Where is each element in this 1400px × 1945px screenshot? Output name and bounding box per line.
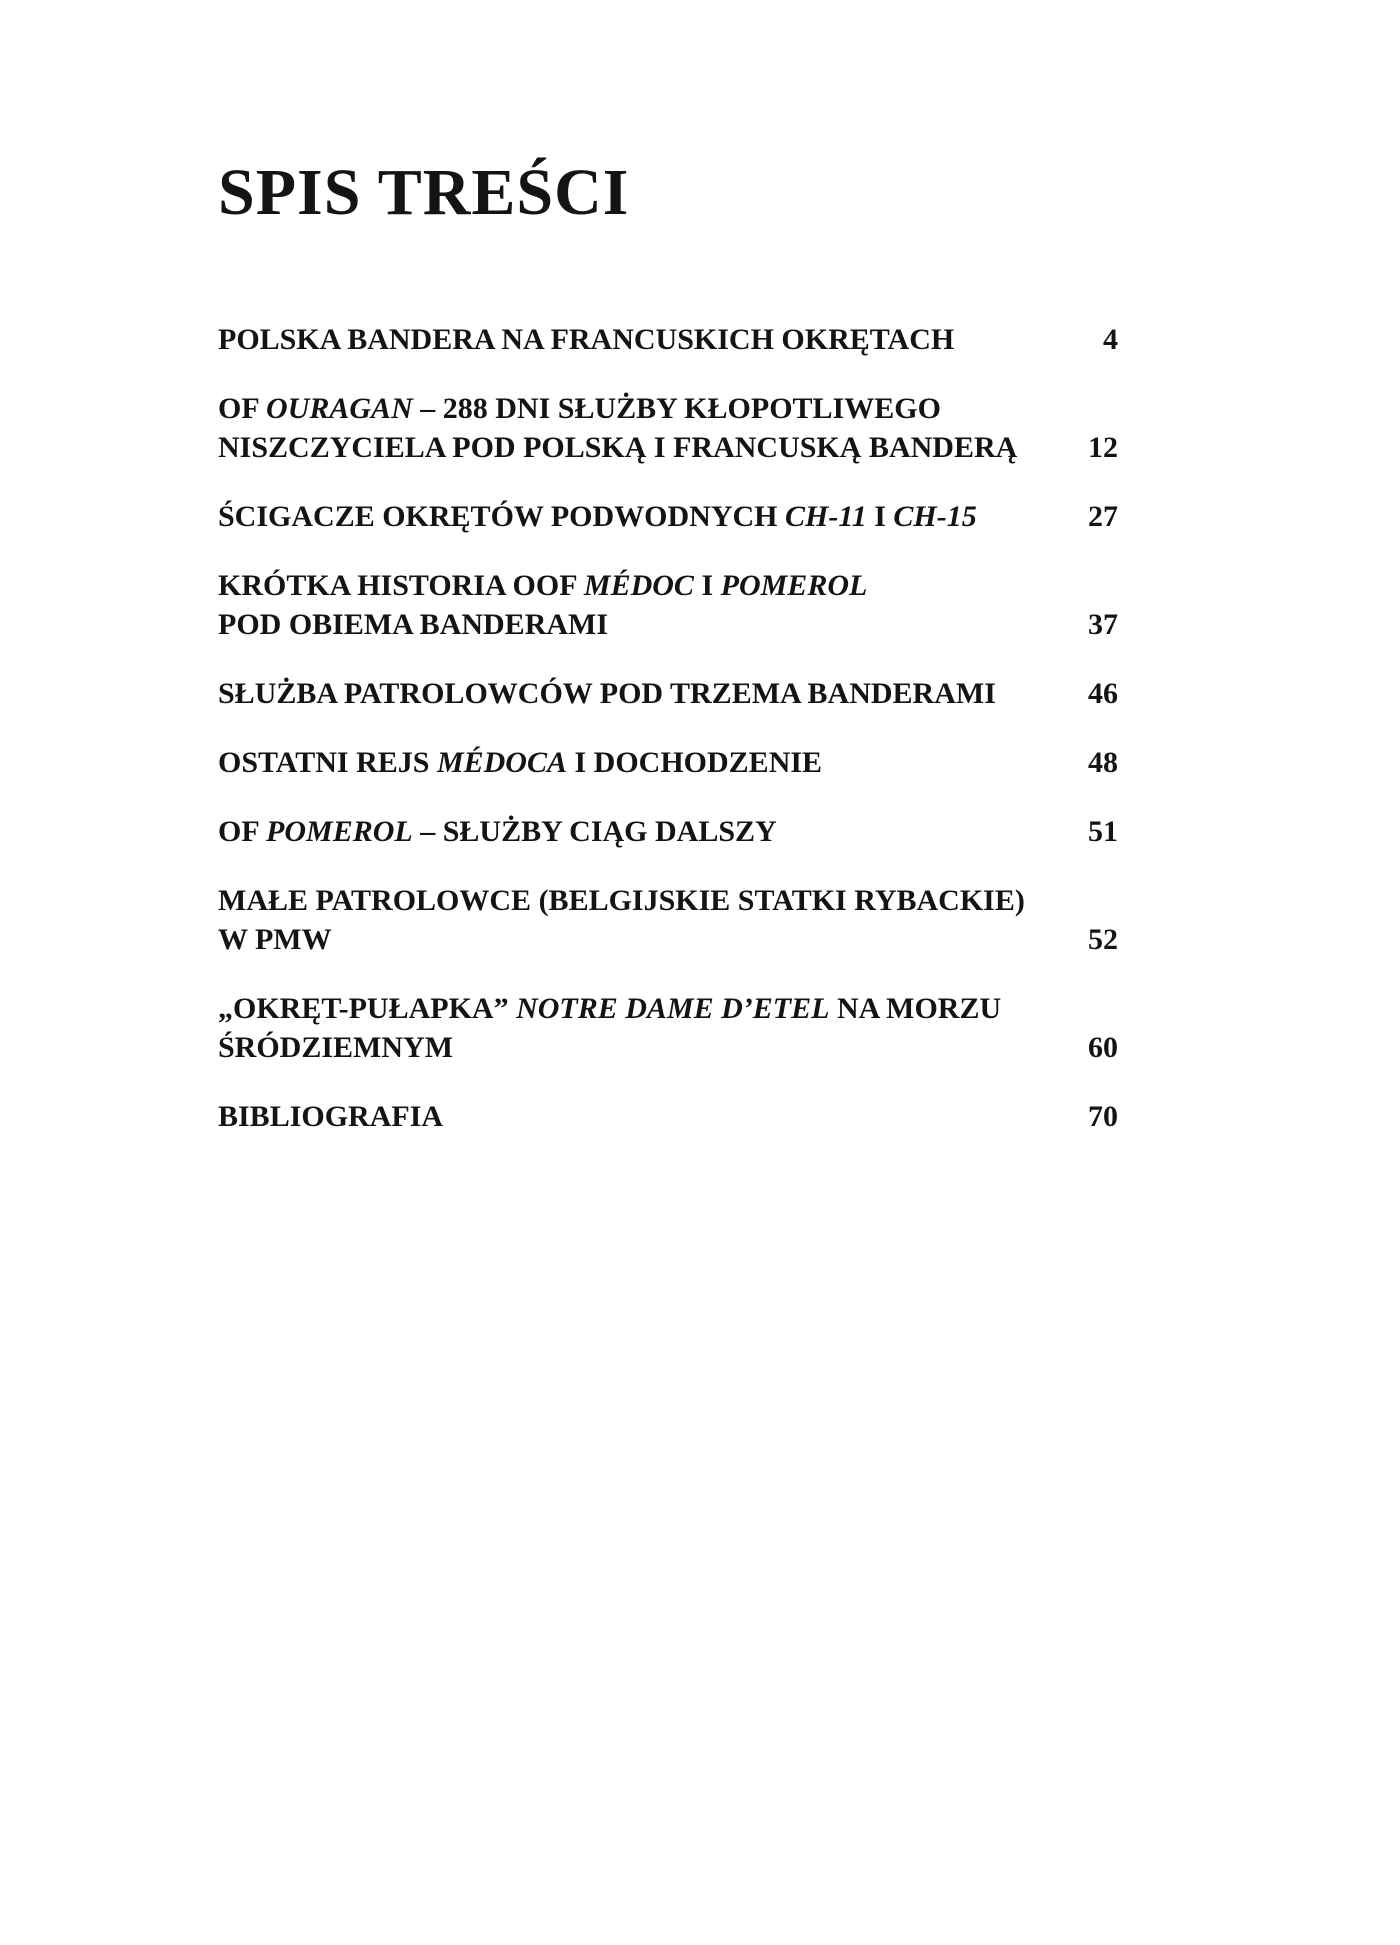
toc-entry-title: [218, 566, 1038, 644]
toc-entry-title: [218, 674, 1038, 713]
title-text: I DOCHODZENIE: [567, 746, 823, 779]
page-title: SPIS TREŚCI: [218, 156, 630, 229]
title-text: – 288 DNI SŁUŻBY KŁOPOTLIWEGO: [412, 392, 941, 425]
toc-entry[interactable]: [218, 674, 1118, 713]
ship-name: OURAGAN: [266, 392, 413, 425]
toc-page-number: 27: [1088, 500, 1118, 533]
title-text: W PMW: [218, 923, 332, 956]
ship-name: POMEROL: [720, 569, 868, 602]
toc-page-number: 70: [1088, 1100, 1118, 1133]
ship-name: CH-15: [893, 500, 977, 533]
ship-name: MÉDOCA: [436, 746, 567, 779]
title-text: OF: [218, 392, 267, 425]
title-text: NA MORZU: [829, 992, 1002, 1025]
toc-page-number: 46: [1088, 677, 1118, 710]
ship-name: MÉDOC: [583, 569, 694, 602]
ship-name: POMEROL: [266, 815, 413, 848]
toc-page-number: 37: [1088, 608, 1118, 641]
toc-entry[interactable]: [218, 881, 1118, 959]
toc-entry-title-line: [218, 389, 1038, 428]
ship-name: CH-11: [785, 500, 867, 533]
toc-page-number: 52: [1088, 923, 1118, 956]
toc-entry-title: [218, 389, 1038, 467]
toc-entry[interactable]: [218, 566, 1118, 644]
toc-entry-title-line: [218, 428, 1038, 467]
table-of-contents-page: [218, 156, 1118, 1166]
toc-entry-title-line: [218, 605, 1038, 644]
title-text: „OKRĘT-PUŁAPKA”: [218, 992, 517, 1025]
title-text: OSTATNI REJS: [218, 746, 437, 779]
toc-entry-title-line: [218, 674, 1038, 713]
toc-entry-title: [218, 1097, 1038, 1136]
toc-page-number: 51: [1088, 815, 1118, 848]
toc-page-number: 60: [1088, 1031, 1118, 1064]
title-text: – SŁUŻBY CIĄG DALSZY: [412, 815, 777, 848]
toc-entry-title-line: [218, 1097, 1038, 1136]
toc-entry[interactable]: [218, 989, 1118, 1067]
toc-entry-title-line: [218, 812, 1038, 851]
toc-entry-title-line: [218, 920, 1038, 959]
toc-page-number: 12: [1088, 431, 1118, 464]
toc-list: [218, 320, 1118, 1136]
title-text: I: [866, 500, 894, 533]
toc-entry-title: [218, 743, 1038, 782]
toc-entry[interactable]: [218, 320, 1118, 359]
toc-entry-title: [218, 989, 1038, 1067]
title-text: KRÓTKA HISTORIA OOF: [218, 569, 584, 602]
title-text: BIBLIOGRAFIA: [218, 1100, 444, 1133]
toc-entry-title-line: [218, 566, 1038, 605]
toc-entry[interactable]: [218, 497, 1118, 536]
title-text: NISZCZYCIELA POD POLSKĄ I FRANCUSKĄ BANDERĄ: [218, 431, 1018, 464]
toc-entry-title: [218, 812, 1038, 851]
title-text: POD OBIEMA BANDERAMI: [218, 608, 609, 641]
toc-entry-title: [218, 320, 1038, 359]
ship-name: NOTRE DAME D’ETEL: [516, 992, 830, 1025]
toc-entry-title-line: [218, 1028, 1038, 1067]
title-text: ŚRÓDZIEMNYM: [218, 1031, 454, 1064]
title-text: POLSKA BANDERA NA FRANCUSKICH OKRĘTACH: [218, 323, 955, 356]
toc-entry-title-line: [218, 881, 1038, 920]
toc-entry-title: [218, 881, 1038, 959]
title-text: OF: [218, 815, 267, 848]
toc-entry[interactable]: [218, 812, 1118, 851]
toc-entry[interactable]: [218, 743, 1118, 782]
toc-page-number: 4: [1103, 323, 1118, 356]
title-text: I: [693, 569, 721, 602]
toc-entry-title-line: [218, 743, 1038, 782]
toc-entry-title-line: [218, 497, 1038, 536]
toc-page-number: 48: [1088, 746, 1118, 779]
toc-entry[interactable]: [218, 389, 1118, 467]
title-text: MAŁE PATROLOWCE (BELGIJSKIE STATKI RYBACKIE): [218, 884, 1025, 917]
toc-entry[interactable]: [218, 1097, 1118, 1136]
title-text: ŚCIGACZE OKRĘTÓW PODWODNYCH: [218, 500, 786, 533]
toc-entry-title: [218, 497, 1038, 536]
toc-entry-title-line: [218, 989, 1038, 1028]
title-text: SŁUŻBA PATROLOWCÓW POD TRZEMA BANDERAMI: [218, 677, 996, 710]
toc-entry-title-line: [218, 320, 1038, 359]
